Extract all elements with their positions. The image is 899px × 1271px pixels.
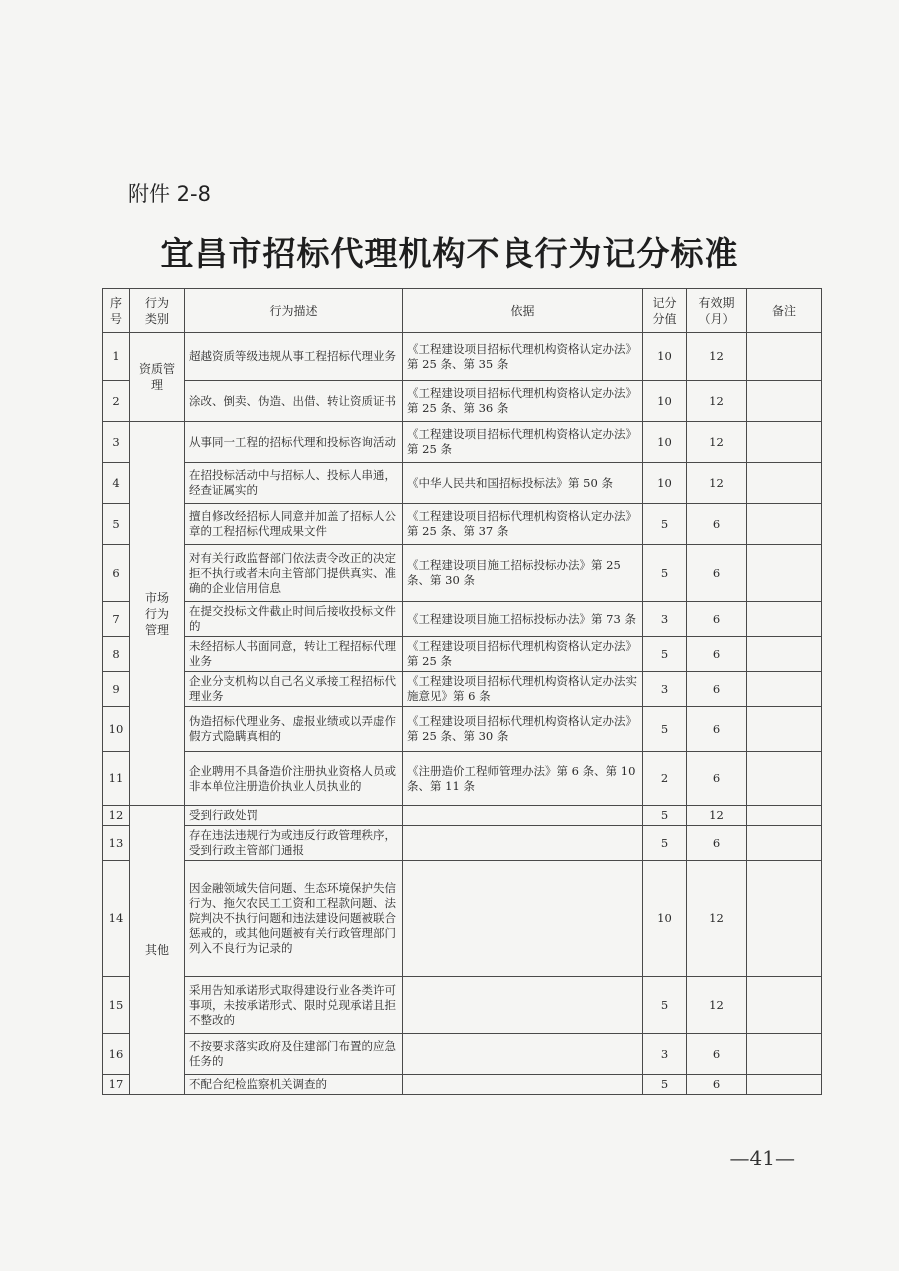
- category-cell: 其他: [130, 806, 185, 1095]
- header-validity: 有效期（月）: [687, 289, 747, 333]
- description-cell: 从事同一工程的招标代理和投标咨询活动: [185, 422, 403, 463]
- validity-cell: 12: [687, 333, 747, 381]
- table-row: [103, 422, 822, 463]
- remarks-cell: [747, 861, 822, 977]
- validity-cell: 12: [687, 806, 747, 826]
- table-row: [103, 602, 822, 637]
- score-cell: 10: [643, 333, 687, 381]
- row-number: 10: [103, 707, 130, 752]
- basis-cell: 《工程建设项目招标代理机构资格认定办法》第 25 条、第 36 条: [403, 381, 643, 422]
- validity-cell: 6: [687, 826, 747, 861]
- description-cell: 受到行政处罚: [185, 806, 403, 826]
- remarks-cell: [747, 826, 822, 861]
- row-number: 17: [103, 1075, 130, 1095]
- table-row: [103, 637, 822, 672]
- validity-cell: 6: [687, 602, 747, 637]
- table-row: [103, 381, 822, 422]
- validity-cell: 12: [687, 381, 747, 422]
- basis-cell: 《工程建设项目招标代理机构资格认定办法》第 25 条、第 37 条: [403, 504, 643, 545]
- validity-cell: 6: [687, 545, 747, 602]
- basis-cell: 《工程建设项目招标代理机构资格认定办法实施意见》第 6 条: [403, 672, 643, 707]
- table-row: [103, 463, 822, 504]
- score-cell: 5: [643, 826, 687, 861]
- remarks-cell: [747, 1075, 822, 1095]
- score-cell: 10: [643, 381, 687, 422]
- table-row: [103, 752, 822, 806]
- remarks-cell: [747, 806, 822, 826]
- basis-cell: [403, 861, 643, 977]
- score-cell: 10: [643, 861, 687, 977]
- score-cell: 5: [643, 806, 687, 826]
- remarks-cell: [747, 602, 822, 637]
- basis-cell: 《中华人民共和国招标投标法》第 50 条: [403, 463, 643, 504]
- remarks-cell: [747, 707, 822, 752]
- row-number: 8: [103, 637, 130, 672]
- description-cell: 因金融领域失信问题、生态环境保护失信行为、拖欠农民工工资和工程款问题、法院判决不执行问题和违法建设问题被联合惩戒的，或其他问题被有关行政管理部门列入不良行为记录的: [185, 861, 403, 977]
- description-cell: 采用告知承诺形式取得建设行业各类许可事项，未按承诺形式、限时兑现承诺且拒不整改的: [185, 977, 403, 1034]
- header-remarks: 备注: [747, 289, 822, 333]
- table-row: [103, 707, 822, 752]
- score-cell: 3: [643, 672, 687, 707]
- attachment-label: 附件 2-8: [128, 182, 211, 206]
- basis-cell: 《工程建设项目施工招标投标办法》第 25 条、第 30 条: [403, 545, 643, 602]
- validity-cell: 6: [687, 752, 747, 806]
- table-row: [103, 826, 822, 861]
- basis-cell: [403, 826, 643, 861]
- validity-cell: 12: [687, 463, 747, 504]
- table-row: [103, 504, 822, 545]
- remarks-cell: [747, 977, 822, 1034]
- table-row: [103, 333, 822, 381]
- header-row: [103, 289, 822, 333]
- score-cell: 3: [643, 602, 687, 637]
- score-cell: 5: [643, 504, 687, 545]
- row-number: 13: [103, 826, 130, 861]
- description-cell: 擅自修改经招标人同意并加盖了招标人公章的工程招标代理成果文件: [185, 504, 403, 545]
- description-cell: 涂改、倒卖、伪造、出借、转让资质证书: [185, 381, 403, 422]
- basis-cell: [403, 1075, 643, 1095]
- score-cell: 5: [643, 1075, 687, 1095]
- header-basis: 依据: [403, 289, 643, 333]
- table-row: [103, 1034, 822, 1075]
- header-description: 行为描述: [185, 289, 403, 333]
- remarks-cell: [747, 752, 822, 806]
- basis-cell: [403, 806, 643, 826]
- description-cell: 不配合纪检监察机关调查的: [185, 1075, 403, 1095]
- validity-cell: 12: [687, 861, 747, 977]
- validity-cell: 6: [687, 707, 747, 752]
- row-number: 9: [103, 672, 130, 707]
- description-cell: 在招投标活动中与招标人、投标人串通，经查证属实的: [185, 463, 403, 504]
- description-cell: 企业聘用不具备造价注册执业资格人员或非本单位注册造价执业人员执业的: [185, 752, 403, 806]
- row-number: 4: [103, 463, 130, 504]
- basis-cell: 《注册造价工程师管理办法》第 6 条、第 10 条、第 11 条: [403, 752, 643, 806]
- remarks-cell: [747, 637, 822, 672]
- score-cell: 5: [643, 637, 687, 672]
- category-cell: 市场行为管理: [130, 422, 185, 806]
- validity-cell: 6: [687, 1075, 747, 1095]
- description-cell: 不按要求落实政府及住建部门布置的应急任务的: [185, 1034, 403, 1075]
- remarks-cell: [747, 463, 822, 504]
- row-number: 2: [103, 381, 130, 422]
- scoring-table: [102, 288, 822, 1095]
- row-number: 11: [103, 752, 130, 806]
- basis-cell: [403, 1034, 643, 1075]
- row-number: 16: [103, 1034, 130, 1075]
- table-row: [103, 977, 822, 1034]
- score-cell: 5: [643, 707, 687, 752]
- row-number: 1: [103, 333, 130, 381]
- row-number: 14: [103, 861, 130, 977]
- basis-cell: [403, 977, 643, 1034]
- row-number: 12: [103, 806, 130, 826]
- table-row: [103, 806, 822, 826]
- score-cell: 2: [643, 752, 687, 806]
- page-title: 宜昌市招标代理机构不良行为记分标准: [160, 234, 739, 273]
- table-row: [103, 672, 822, 707]
- basis-cell: 《工程建设项目招标代理机构资格认定办法》第 25 条、第 30 条: [403, 707, 643, 752]
- score-cell: 10: [643, 463, 687, 504]
- header-score: 记分分值: [643, 289, 687, 333]
- validity-cell: 6: [687, 504, 747, 545]
- description-cell: 在提交投标文件截止时间后接收投标文件的: [185, 602, 403, 637]
- remarks-cell: [747, 1034, 822, 1075]
- table-row: [103, 1075, 822, 1095]
- score-cell: 5: [643, 977, 687, 1034]
- description-cell: 存在违法违规行为或违反行政管理秩序，受到行政主管部门通报: [185, 826, 403, 861]
- row-number: 5: [103, 504, 130, 545]
- validity-cell: 6: [687, 637, 747, 672]
- row-number: 7: [103, 602, 130, 637]
- score-cell: 3: [643, 1034, 687, 1075]
- validity-cell: 6: [687, 1034, 747, 1075]
- row-number: 15: [103, 977, 130, 1034]
- score-cell: 5: [643, 545, 687, 602]
- header-no: 序号: [103, 289, 130, 333]
- row-number: 6: [103, 545, 130, 602]
- description-cell: 伪造招标代理业务、虚报业绩或以弄虚作假方式隐瞒真相的: [185, 707, 403, 752]
- remarks-cell: [747, 333, 822, 381]
- basis-cell: 《工程建设项目招标代理机构资格认定办法》第 25 条、第 35 条: [403, 333, 643, 381]
- category-cell: 资质管理: [130, 333, 185, 422]
- description-cell: 未经招标人书面同意，转让工程招标代理业务: [185, 637, 403, 672]
- page-number: —41—: [729, 1146, 795, 1170]
- description-cell: 超越资质等级违规从事工程招标代理业务: [185, 333, 403, 381]
- remarks-cell: [747, 672, 822, 707]
- header-category: 行为类别: [130, 289, 185, 333]
- score-cell: 10: [643, 422, 687, 463]
- description-cell: 对有关行政监督部门依法责令改正的决定拒不执行或者未向主管部门提供真实、准确的企业信用信息: [185, 545, 403, 602]
- remarks-cell: [747, 381, 822, 422]
- remarks-cell: [747, 504, 822, 545]
- description-cell: 企业分支机构以自己名义承接工程招标代理业务: [185, 672, 403, 707]
- table-row: [103, 545, 822, 602]
- remarks-cell: [747, 545, 822, 602]
- basis-cell: 《工程建设项目招标代理机构资格认定办法》第 25 条: [403, 637, 643, 672]
- validity-cell: 12: [687, 977, 747, 1034]
- basis-cell: 《工程建设项目招标代理机构资格认定办法》第 25 条: [403, 422, 643, 463]
- validity-cell: 12: [687, 422, 747, 463]
- row-number: 3: [103, 422, 130, 463]
- table-row: [103, 861, 822, 977]
- validity-cell: 6: [687, 672, 747, 707]
- remarks-cell: [747, 422, 822, 463]
- basis-cell: 《工程建设项目施工招标投标办法》第 73 条: [403, 602, 643, 637]
